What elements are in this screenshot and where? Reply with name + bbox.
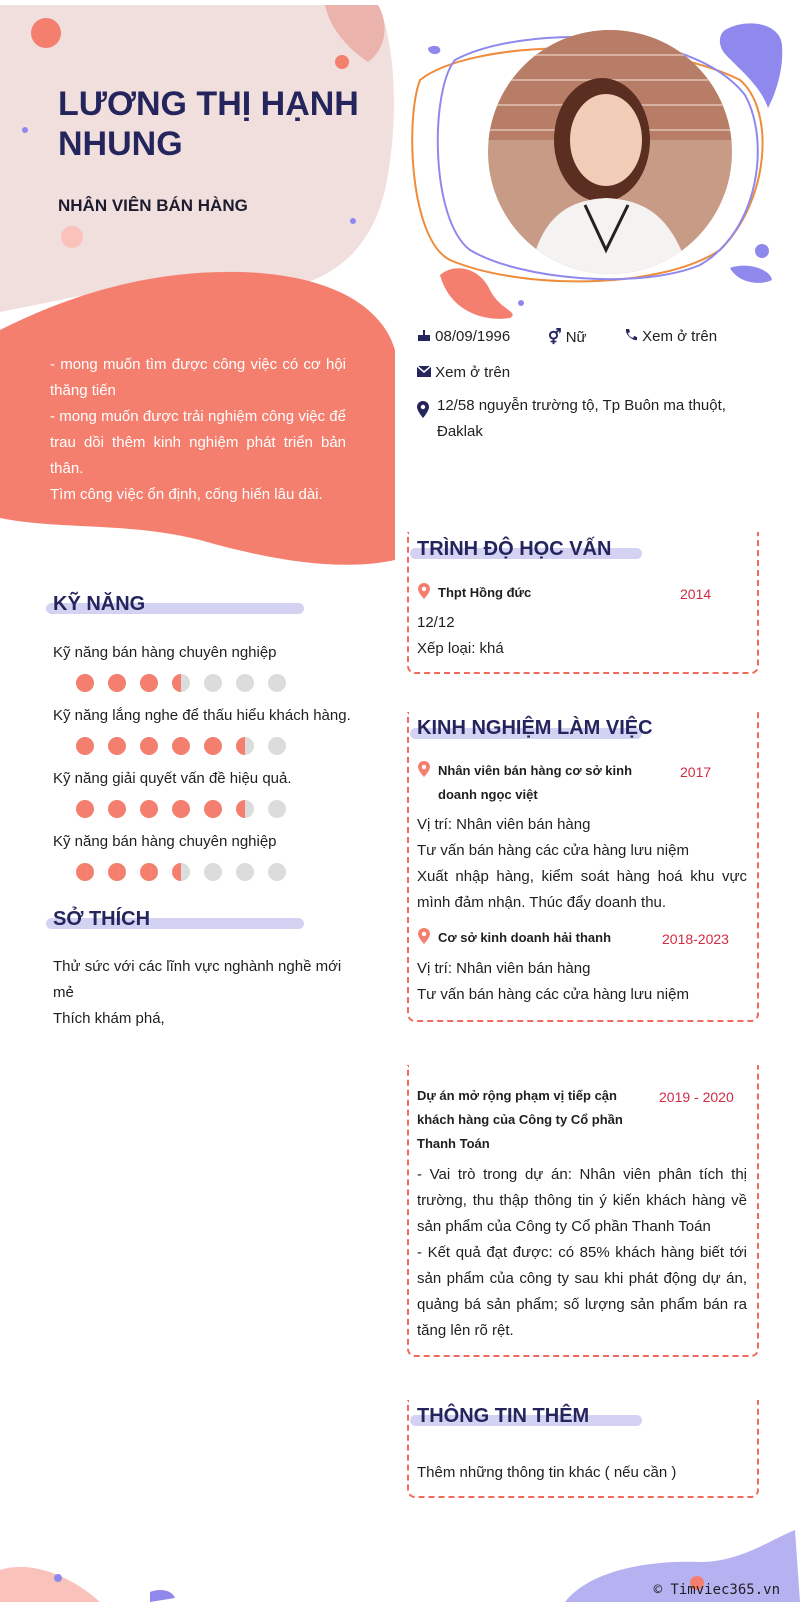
project-date: 2019 - 2020 (659, 1089, 734, 1105)
experience-company: Nhân viên bán hàng cơ sở kinh doanh ngọc việt (438, 763, 633, 802)
experience-date: 2017 (680, 764, 712, 780)
deco-dot (61, 226, 83, 248)
phone-icon (624, 328, 638, 342)
project-title: Dự án mở rộng phạm vị tiếp cận khách hàng của Công ty Cổ phần Thanh Toán (417, 1088, 623, 1151)
deco-dot (518, 300, 524, 306)
hobbies-text: Thử sức với các lĩnh vực nghành nghề mới mẻ Thích khám phá, (53, 958, 342, 1027)
rating-dot (76, 674, 94, 692)
education-details: 12/12 Xếp loại: khá (417, 614, 504, 657)
rating-dot (172, 863, 190, 881)
skills-title: KỸ NĂNG (53, 593, 146, 615)
address-value: 12/58 nguyễn trường tộ, Tp Buôn ma thuột, Đaklak (437, 397, 726, 440)
rating-dot (172, 737, 190, 755)
lavender-leaf (428, 46, 440, 54)
rating-dot (236, 737, 254, 755)
job-title: NHÂN VIÊN BÁN HÀNG (58, 196, 248, 215)
rating-dot (172, 674, 190, 692)
rating-dot (140, 800, 158, 818)
experience-date: 2018-2023 (662, 931, 729, 947)
rating-dot (76, 800, 94, 818)
rating-dot (140, 863, 158, 881)
rating-dot (76, 737, 94, 755)
birthday-value: 08/09/1996 (435, 328, 511, 345)
candidate-name: LƯƠNG THỊ HẠNH NHUNG (58, 85, 359, 163)
phone-value[interactable]: Xem ở trên (642, 328, 718, 345)
rating-dot (236, 800, 254, 818)
rating-dot (108, 800, 126, 818)
deco-dot (350, 218, 356, 224)
additional-info-text: Thêm những thông tin khác ( nếu cần ) (417, 1464, 677, 1481)
gender-value: Nữ (565, 329, 587, 346)
experience-title: KINH NGHIỆM LÀM VIỆC (417, 717, 653, 739)
additional-info-title: THÔNG TIN THÊM (417, 1405, 590, 1427)
map-pin-icon (417, 401, 429, 418)
bottom-left-blob (0, 1567, 100, 1602)
experience-details: Vị trí: Nhân viên bán hàng Tư vấn bán hàng các cửa hàng lưu niệm Xuất nhập hàng, kiểm soát hàng hoá khu vực mình đảm nhận. Thúc đẩy doanh thu. (417, 816, 747, 911)
rating-dot (172, 800, 190, 818)
education-year: 2014 (680, 586, 712, 602)
rating-dot (268, 674, 286, 692)
rating-dot (140, 674, 158, 692)
footer-credit: © Timviec365.vn (653, 1582, 780, 1598)
skill-name: Kỹ năng bán hàng chuyên nghiệp (53, 644, 277, 661)
education-title: TRÌNH ĐỘ HỌC VẤN (417, 538, 612, 560)
education-school: Thpt Hồng đức (438, 585, 532, 600)
career-objective: - mong muốn tìm được công việc có cơ hội thăng tiến - mong muốn được trải nghiệm công việc để trau dồi thêm kinh nghiệm phát triển bản thân. Tìm công việc ổn định, cống hiến lâu dài. (50, 356, 346, 503)
map-pin-icon (418, 583, 430, 599)
rating-dot (236, 674, 254, 692)
email-value[interactable]: Xem ở trên (435, 364, 511, 381)
rating-dot (268, 863, 286, 881)
rating-dot (204, 800, 222, 818)
skill-name: Kỹ năng bán hàng chuyên nghiệp (53, 833, 277, 850)
map-pin-icon (418, 928, 430, 944)
deco-dot (755, 244, 769, 258)
profile-photo (488, 30, 732, 274)
cake-icon (417, 328, 431, 342)
contact-birthday (417, 328, 510, 345)
rating-dot (204, 863, 222, 881)
deco-dot (22, 127, 28, 133)
skill-name: Kỹ năng lắng nghe để thấu hiểu khách hàng. (53, 707, 351, 724)
hobbies-title: SỞ THÍCH (53, 908, 151, 930)
contact-address (417, 399, 747, 445)
rating-dot (268, 737, 286, 755)
rating-dot (76, 863, 94, 881)
contact-phone (624, 328, 717, 345)
rating-dot (108, 674, 126, 692)
email-icon (417, 366, 431, 377)
deco-dot (31, 18, 61, 48)
skill-name: Kỹ năng giải quyết vấn đề hiệu quả. (53, 770, 292, 787)
rating-dot (140, 737, 158, 755)
gender-icon: ⚥ (548, 329, 562, 346)
rating-dot (204, 737, 222, 755)
rating-dot (108, 737, 126, 755)
experience-company: Cơ sở kinh doanh hải thanh (438, 930, 612, 945)
rating-dot (268, 800, 286, 818)
lavender-leaf (730, 266, 772, 283)
deco-dot (54, 1574, 62, 1582)
project-details: - Vai trò trong dự án: Nhân viên phân tích thị trường, thu thập thông tin ý kiến khách hàng về sản phẩm của Công ty Cổ phần Thanh Toán - Kết quả đạt được: có 85% khách hàng biết tới sản phẩm của công ty sau khi phát động dự án, quảng bá sản phẩm; số lượng sản phẩm bán ra tăng lên rõ rệt. (417, 1166, 747, 1339)
rating-dot (236, 863, 254, 881)
contact-gender (548, 328, 587, 346)
contact-email (417, 364, 510, 381)
deco-dot (335, 55, 349, 69)
rating-dot (108, 863, 126, 881)
map-pin-icon (418, 761, 430, 777)
experience-details: Vị trí: Nhân viên bán hàng Tư vấn bán hàng các cửa hàng lưu niệm (417, 960, 689, 1003)
rating-dot (204, 674, 222, 692)
bottom-left-leaf (150, 1590, 175, 1602)
